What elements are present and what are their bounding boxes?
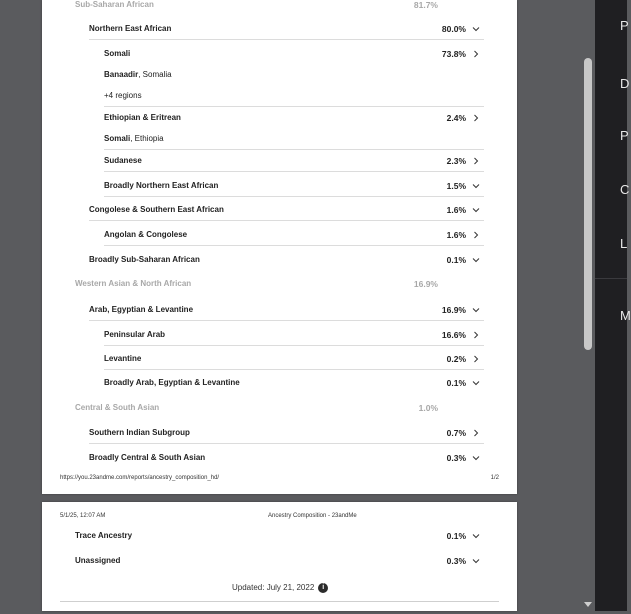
ancestry-row-peninsular-arab[interactable]: Peninsular Arab 16.6% bbox=[104, 325, 484, 346]
side-panel-item[interactable]: C bbox=[620, 182, 630, 197]
ancestry-row-somali[interactable]: Somali 73.8% bbox=[104, 44, 484, 64]
ancestry-row-southern-indian-subgroup[interactable]: Southern Indian Subgroup 0.7% bbox=[89, 423, 484, 444]
ancestry-row-angolan-congolese[interactable]: Angolan & Congolese 1.6% bbox=[104, 225, 484, 246]
ancestry-row-western-asian-north-african: Western Asian & North African 16.9% bbox=[75, 279, 438, 289]
header-date: 5/1/25, 12:07 AM bbox=[60, 513, 106, 519]
chevron-right-icon[interactable] bbox=[470, 108, 482, 128]
chevron-down-icon[interactable] bbox=[470, 176, 482, 196]
chevron-right-icon[interactable] bbox=[470, 325, 482, 345]
pdf-page-1 bbox=[42, 0, 517, 494]
ancestry-row-ethiopian-eritrean[interactable]: Ethiopian & Eritrean 2.4% bbox=[104, 108, 484, 128]
header-title: Ancestry Composition - 23andMe bbox=[268, 513, 357, 519]
scrollbar-thumb[interactable] bbox=[584, 58, 592, 350]
ancestry-row-trace-ancestry[interactable]: Trace Ancestry 0.1% bbox=[75, 526, 484, 546]
chevron-right-icon[interactable] bbox=[470, 225, 482, 245]
chevron-down-icon[interactable] bbox=[470, 200, 482, 220]
region-banaadir: Banaadir, Somalia bbox=[104, 70, 172, 79]
side-panel-item[interactable]: P bbox=[620, 18, 629, 33]
side-panel-divider bbox=[595, 278, 627, 279]
ancestry-row-central-south-asian: Central & South Asian 1.0% bbox=[75, 403, 438, 413]
ancestry-row-sudanese[interactable]: Sudanese 2.3% bbox=[104, 151, 484, 172]
region-somali-ethiopia: Somali, Ethiopia bbox=[104, 129, 484, 150]
footer-page-number: 1/2 bbox=[490, 475, 499, 481]
ancestry-row-levantine[interactable]: Levantine 0.2% bbox=[104, 349, 484, 370]
scroll-down-arrow-icon[interactable] bbox=[583, 596, 593, 604]
more-regions-link[interactable]: +4 regions bbox=[104, 86, 484, 107]
chevron-right-icon[interactable] bbox=[470, 423, 482, 443]
ancestry-row-congolese-southern-east-african[interactable]: Congolese & Southern East African 1.6% bbox=[89, 200, 484, 221]
chevron-down-icon[interactable] bbox=[470, 250, 482, 270]
ancestry-row-broadly-sub-saharan[interactable]: Broadly Sub-Saharan African 0.1% bbox=[89, 250, 484, 270]
chevron-down-icon[interactable] bbox=[470, 373, 482, 393]
chevron-down-icon[interactable] bbox=[470, 19, 482, 39]
ancestry-row-sub-saharan: Sub-Saharan African 81.7% bbox=[75, 0, 438, 10]
chevron-right-icon[interactable] bbox=[470, 151, 482, 171]
ancestry-row-broadly-arab-egyptian-levantine[interactable]: Broadly Arab, Egyptian & Levantine 0.1% bbox=[104, 373, 484, 393]
ancestry-row-broadly-northern-east-african[interactable]: Broadly Northern East African 1.5% bbox=[104, 176, 484, 197]
chevron-down-icon[interactable] bbox=[470, 551, 482, 571]
ancestry-row-unassigned[interactable]: Unassigned 0.3% bbox=[75, 551, 484, 571]
chevron-right-icon[interactable] bbox=[470, 44, 482, 64]
chevron-right-icon[interactable] bbox=[470, 349, 482, 369]
updated-date: Updated: July 21, 2022 i bbox=[232, 582, 328, 594]
chevron-down-icon[interactable] bbox=[470, 526, 482, 546]
ancestry-row-arab-egyptian-levantine[interactable]: Arab, Egyptian & Levantine 16.9% bbox=[89, 300, 484, 321]
side-panel-item[interactable]: P bbox=[620, 128, 629, 143]
side-panel bbox=[595, 0, 631, 611]
chevron-down-icon[interactable] bbox=[470, 300, 482, 320]
side-panel-item[interactable]: M bbox=[620, 308, 631, 323]
pdf-page-2 bbox=[42, 502, 517, 611]
chevron-down-icon[interactable] bbox=[470, 448, 482, 468]
ancestry-row-broadly-central-south-asian[interactable]: Broadly Central & South Asian 0.3% bbox=[89, 448, 484, 468]
side-panel-item[interactable]: D bbox=[620, 76, 630, 91]
footer-url: https://you.23andme.com/reports/ancestry_composition_hd/ bbox=[60, 475, 220, 481]
divider bbox=[60, 601, 499, 602]
side-panel-item[interactable]: L bbox=[620, 236, 628, 251]
info-icon[interactable]: i bbox=[318, 583, 328, 593]
ancestry-row-northern-east-african[interactable]: Northern East African 80.0% bbox=[89, 19, 484, 40]
